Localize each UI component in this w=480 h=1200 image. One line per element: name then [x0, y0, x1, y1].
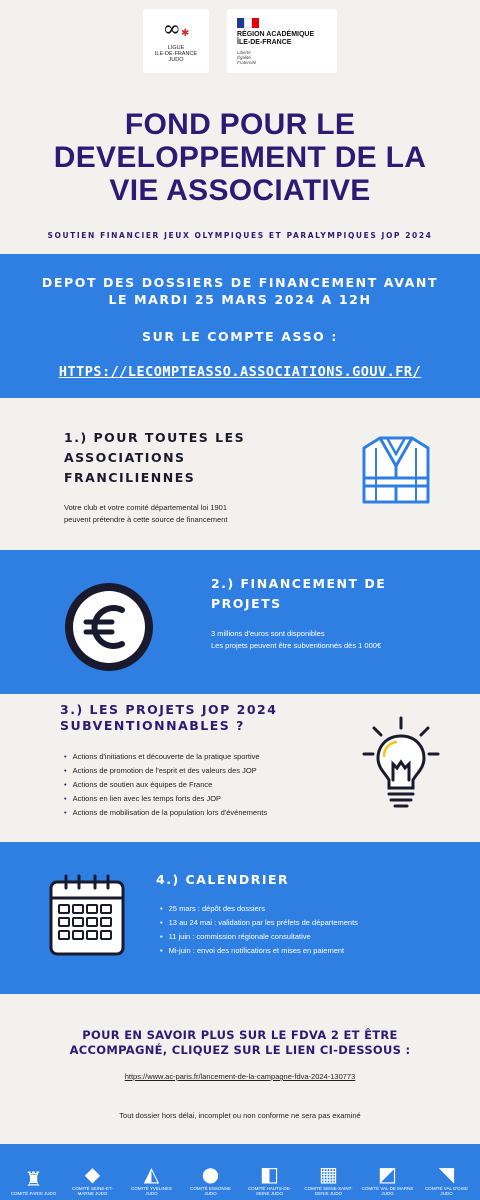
section3-list [64, 750, 267, 820]
depot-line3: SUR LE COMPTE ASSO : [142, 329, 338, 344]
list-item: • Mi-juin : envoi des notifications et mises en paiement [160, 944, 358, 958]
comite-label: COMITÉ VAL D'OISE JUDO [425, 1186, 468, 1196]
comite-seine-et-marne-logo [67, 1162, 119, 1196]
stadium-icon: ▦ [319, 1162, 338, 1186]
comite-val-d-oise-logo [421, 1162, 473, 1196]
section1-desc-line1: Votre club et votre comité départemental loi 1901 [64, 503, 228, 512]
arrow-badge-icon: ◧ [260, 1162, 279, 1186]
region-logo-line1: RÉGION ACADÉMIQUE [237, 30, 315, 38]
region-logo-motto3: Fraternité [237, 59, 257, 65]
section4-list [160, 902, 358, 958]
section2-title [211, 574, 431, 614]
section3-title [60, 702, 330, 734]
footer-comites [0, 1144, 480, 1200]
section2-description [211, 628, 381, 652]
section1-title [64, 428, 274, 488]
info-heading-line2: ACCOMPAGNÉ, CLIQUEZ SUR LE LIEN CI-DESSOUS : [69, 1043, 411, 1057]
judo-logo-line2: ILE-DE-FRANCE [154, 51, 198, 57]
page-title [0, 108, 480, 207]
header-logos [0, 0, 480, 78]
circle-emblem-icon: ● [201, 1162, 220, 1186]
list-item: • Actions de mobilisation de la population lors d'événements [64, 806, 267, 820]
comite-label: COMITÉ HAUTS-DE-SEINE JUDO [247, 1186, 292, 1196]
page-subtitle: SOUTIEN FINANCIER JEUX OLYMPIQUES ET PARALYMPIQUES JOP 2024 [47, 231, 433, 240]
page-title-line3: VIE ASSOCIATIVE [109, 174, 371, 207]
map-shape-icon: ◆ [84, 1162, 101, 1186]
section1-desc-line2: peuvent prétendre à cette source de financement [64, 515, 228, 524]
info-block [0, 996, 480, 1144]
section3-title-line1: 3.) LES PROJETS JOP 2024 [60, 702, 278, 717]
lightbulb-icon [362, 716, 440, 818]
depot-line1: DEPOT DES DOSSIERS DE FINANCEMENT AVANT [41, 275, 439, 290]
list-item: • 25 mars : dépôt des dossiers [160, 902, 358, 916]
section2-desc-line1: 3 millions d'euros sont disponibles [211, 629, 325, 638]
list-item: • 11 juin : commission régionale consultative [160, 930, 358, 944]
comite-essonne-logo [185, 1162, 237, 1196]
section3-title-line2: SUBVENTIONNABLES ? [60, 718, 245, 733]
list-item: • 13 au 24 mai : validation par les préfets de départements [160, 916, 358, 930]
section-calendrier [0, 842, 480, 994]
info-heading [0, 1028, 480, 1058]
section-projets-jop [0, 694, 480, 842]
page-title-line1: FOND POUR LE [124, 108, 356, 141]
region-academique-logo [227, 9, 337, 73]
section2-title-line2: PROJETS [211, 596, 282, 611]
section4-title: 4.) CALENDRIER [156, 872, 290, 887]
list-item: • Actions de soutien aux équipes de France [64, 778, 267, 792]
region-logo-motto2: Égalité [237, 54, 251, 60]
judo-logo-mark-icon: ∞✱ [162, 17, 190, 42]
comite-yvelines-logo [126, 1162, 178, 1196]
eiffel-tower-icon: ♜ [24, 1167, 43, 1191]
comite-seine-saint-denis-logo [303, 1162, 355, 1196]
region-logo-motto1: Liberté [237, 49, 251, 55]
list-item: • Actions de promotion de l'esprit et des valeurs des JOP [64, 764, 267, 778]
region-logo-line2: ÎLE-DE-FRANCE [237, 38, 292, 46]
comite-label: COMITÉ PARIS JUDO [10, 1191, 57, 1196]
section2-title-line1: 2.) FINANCEMENT DE [211, 576, 387, 591]
section2-desc-line2: Les projets peuvent être subventionnés dès 1 000€ [211, 641, 382, 650]
comite-label: COMITÉ ESSONNE JUDO [190, 1186, 231, 1196]
judo-gi-icon [358, 432, 434, 512]
compte-asso-link[interactable]: HTTPS://LECOMPTEASSO.ASSOCIATIONS.GOUV.FR/ [58, 364, 422, 380]
list-item: • Actions en lien avec les temps forts des JOP [64, 792, 267, 806]
comite-label: COMITÉ VAL DE MARNE JUDO [361, 1186, 414, 1196]
section-financement [0, 550, 480, 694]
comite-val-de-marne-logo [362, 1162, 414, 1196]
ligue-judo-logo [143, 9, 209, 73]
depot-banner [0, 254, 480, 398]
wave-emblem-icon: ◩ [378, 1162, 397, 1186]
page-title-line2: DEVELOPPEMENT DE LA [53, 141, 427, 174]
info-heading-line1: POUR EN SAVOIR PLUS SUR LE FDVA 2 ET ÊTRE [82, 1028, 398, 1042]
depot-line2: LE MARDI 25 MARS 2024 A 12H [108, 292, 372, 307]
fdva-info-link[interactable]: https://www.ac-paris.fr/lancement-de-la-campagne-fdva-2024-130773 [124, 1072, 356, 1081]
french-flag-icon [237, 18, 259, 28]
list-item: • Actions d'initiations et découverte de la pratique sportive [64, 750, 267, 764]
judo-logo-line3: JUDO [168, 57, 184, 63]
comite-paris-logo [8, 1167, 60, 1196]
section-associations [0, 400, 480, 550]
judo-logo-line1: LIGUE [167, 45, 185, 51]
v-emblem-icon: ◥ [438, 1162, 455, 1186]
section1-description [64, 502, 304, 526]
euro-icon [62, 580, 156, 678]
comite-hauts-de-seine-logo [244, 1162, 296, 1196]
section1-title-line1: 1.) POUR TOUTES LES [64, 430, 246, 445]
comite-label: COMITÉ SEINE-SAINT-DENIS JUDO [304, 1186, 353, 1196]
title-block [0, 86, 480, 250]
deadline-note: Tout dossier hors délai, incomplet ou non conforme ne sera pas examiné [119, 1111, 361, 1120]
section1-title-line2: ASSOCIATIONS [64, 450, 186, 465]
calendar-icon [48, 872, 126, 962]
comite-label: COMITÉ YVELINES JUDO [131, 1186, 172, 1196]
triangle-icon: ◭ [143, 1162, 160, 1186]
section1-title-line3: FRANCILIENNES [64, 470, 196, 485]
comite-label: COMITÉ SEINE-ET-MARNE JUDO [72, 1186, 113, 1196]
